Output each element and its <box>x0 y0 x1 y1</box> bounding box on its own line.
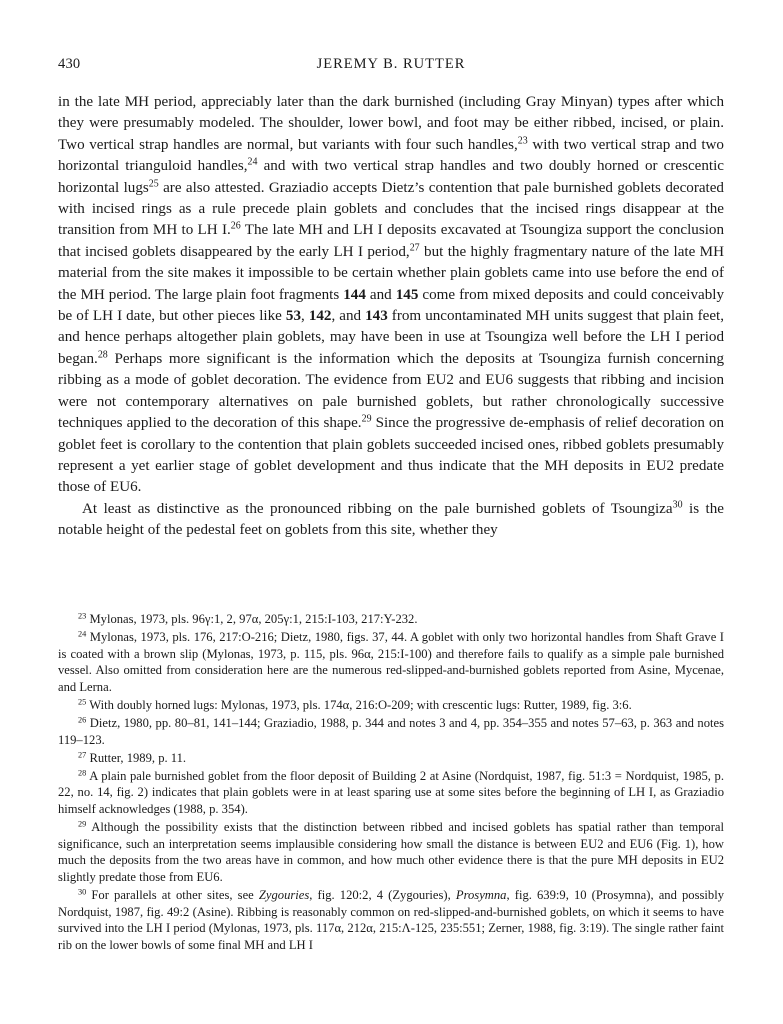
footnote-text: , fig. 639:9, 10 (Prosymna), and possibly Nordquist, 1987, fig. 49:2 (Asine). Ribbing is reasonably common on red-slipped-and-burnished goblets, on which it seems to have survived into the LH I period (Mylonas, 1973, pls. 117α, 212α, 215:Λ-125, 235:551; Zerner, 1988, fig. 3:19). The single rather faint rib on the lower bowls of some final MH and LH I <box>58 888 724 952</box>
footnote-number: 29 <box>78 819 87 829</box>
text-run: and <box>365 286 396 303</box>
body-paragraph-1 <box>58 92 724 499</box>
text-run: , and <box>331 308 366 325</box>
footnote-ref-30: 30 <box>672 499 683 511</box>
text-run: The late MH and LH I deposits excavated at Tsoungiza support the conclusion that incised goblets disappeared by the early LH I period, <box>58 222 725 260</box>
footnote-ref-28: 28 <box>97 349 108 361</box>
body-text <box>58 92 724 542</box>
footnote-ref-24: 24 <box>247 156 258 168</box>
footnote-25 <box>58 697 724 714</box>
catalog-number-145: 145 <box>395 286 419 303</box>
text-run: in the late MH period, appreciably later than the dark burnished (including Gray Minyan) types after which they were presumably modeled. The shoulder, lower bowl, and foot may be either ribbed, incised, or plain. Two vertical strap handles are normal, but variants with four such handles, <box>58 94 724 153</box>
footnote-30 <box>58 887 724 953</box>
footnote-text: Dietz, 1980, pp. 80–81, 141–144; Graziadio, 1988, p. 344 and notes 3 and 4, pp. 354–355 and notes 57–63, p. 363 and notes 119–123. <box>58 716 724 747</box>
footnote-number: 28 <box>78 768 87 778</box>
footnote-ref-27: 27 <box>409 242 420 254</box>
footnote-ref-23: 23 <box>517 135 528 147</box>
text-run: Since the progressive de-emphasis of relief decoration on goblet feet is corollary to the contention that plain goblets succeeded incised ones, ribbed goblets presumably represent a yet earlier stage of goblet development and thus indicate that the MH deposits in EU2 predate those of EU6. <box>58 415 724 496</box>
text-run: with two vertical strap and two horizontal trianguloid handles, <box>58 136 724 175</box>
text-run: come from mixed deposits and could conceivably be of LH I date, but other pieces like <box>58 286 725 325</box>
footnote-26 <box>58 715 724 748</box>
footnote-text: Mylonas, 1973, pls. 176, 217:O-216; Dietz, 1980, figs. 37, 44. A goblet with only two horizontal handles from Shaft Grave I is coated with a brown slip (Mylonas, 1973, p. 115, pls. 96α, 215:I-100) and therefore fails to qualify as a simple pale burnished vessel. Also omitted from consideration here are the numerous red-slipped-and-burnished goblets reported from Asine, Mycenae, and Lerna. <box>58 630 724 694</box>
footnote-number: 24 <box>78 629 87 639</box>
footnote-29 <box>58 819 724 885</box>
catalog-number-53: 53 <box>285 308 301 325</box>
footnote-27 <box>58 750 724 767</box>
footnote-23 <box>58 611 724 628</box>
footnotes <box>58 611 724 955</box>
page-number: 430 <box>58 56 81 72</box>
footnote-number: 25 <box>78 697 87 707</box>
book-title: Prosymna <box>455 888 507 902</box>
text-run: but the highly fragmentary nature of the late MH material from the site makes it impossible to be certain whether plain goblets came into use before the end of the MH period. The large plain foot fragments <box>58 243 724 303</box>
text-run: is the notable height of the pedestal feet on goblets from this site, whether they <box>58 500 724 539</box>
text-run: and with two vertical strap handles and two doubly horned or crescentic horizontal lugs <box>58 158 724 196</box>
book-title: Zygouries <box>258 888 310 902</box>
footnote-text: Although the possibility exists that the distinction between ribbed and incised goblets has spatial rather than temporal significance, such an interpretation seems implausible considering how small the distance is between EU2 and EU6 (Fig. 1), how much the deposits from the two areas have in common, and how much other evidence there is that the pure MH deposits in EU2 slightly predate those from EU6. <box>58 820 724 884</box>
footnote-number: 23 <box>78 611 87 621</box>
catalog-number-142: 142 <box>308 308 332 325</box>
text-run: At least as distinctive as the pronounced ribbing on the pale burnished goblets of Tsoungiza <box>82 500 673 517</box>
footnote-text: For parallels at other sites, see <box>86 888 259 902</box>
text-run: from uncontaminated MH units suggest that plain feet, and hence perhaps altogether plain goblets, may have been in use at Tsoungiza well before the LH I period began. <box>58 308 724 367</box>
footnote-ref-25: 25 <box>148 178 159 190</box>
footnote-text: Mylonas, 1973, pls. 96γ:1, 2, 97α, 205γ:1, 215:I-103, 217:Υ-232. <box>86 612 418 626</box>
body-paragraph-2 <box>58 499 724 542</box>
footnote-ref-29: 29 <box>361 413 372 425</box>
footnote-number: 30 <box>78 887 87 897</box>
page-header <box>58 56 724 76</box>
footnote-number: 26 <box>78 715 87 725</box>
footnote-24 <box>58 629 724 695</box>
footnote-text: A plain pale burnished goblet from the floor deposit of Building 2 at Asine (Nordquist, 1987, fig. 51:3 = Nordquist, 1985, p. 22, no. 14, fig. 2) indicates that plain goblets were in at least sparing use at some sites before the beginning of LH I, as Graziadio himself acknowledges (1988, p. 354). <box>58 768 724 817</box>
footnote-text: , fig. 120:2, 4 (Zygouries), <box>309 888 456 902</box>
footnote-text: With doubly horned lugs: Mylonas, 1973, pls. 174α, 216:O-209; with crescentic lugs: Rutter, 1989, fig. 3:6. <box>86 697 632 712</box>
catalog-number-144: 144 <box>343 286 366 303</box>
footnote-number: 27 <box>78 750 87 760</box>
text-run: , <box>301 308 309 325</box>
footnote-28 <box>58 768 724 818</box>
text-run: are also attested. Graziadio accepts Dietz’s contention that pale burnished goblets decorated with incised rings as a rule precede plain goblets and concludes that the incised rings disappear at the transition from MH to LH I. <box>58 179 724 239</box>
text-run: Perhaps more significant is the information which the deposits at Tsoungiza furnish concerning ribbing as a mode of goblet decoration. The evidence from EU2 and EU6 suggests that ribbing and incision were not contemporary alternatives on pale burnished goblets, but rather chronologically successive techniques applied to the decoration of this shape. <box>58 350 724 432</box>
footnote-ref-26: 26 <box>230 220 241 232</box>
catalog-number-143: 143 <box>365 308 388 325</box>
footnote-text: Rutter, 1989, p. 11. <box>86 750 187 765</box>
running-head: JEREMY B. RUTTER <box>316 56 466 72</box>
